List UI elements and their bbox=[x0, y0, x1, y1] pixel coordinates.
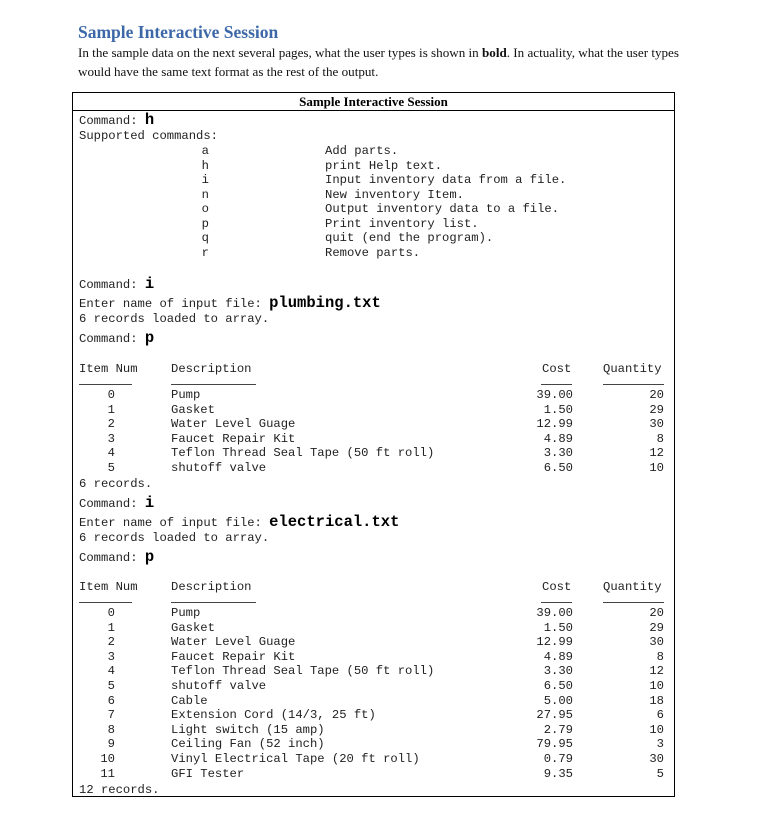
item-cost: 5.00 bbox=[543, 693, 573, 708]
item-num: 0 bbox=[107, 606, 115, 620]
item-num: 3 bbox=[107, 431, 115, 446]
item-cost: 2.79 bbox=[543, 722, 573, 737]
command-description: Print inventory list. bbox=[325, 216, 479, 231]
item-cost: 3.30 bbox=[543, 446, 573, 461]
item-num: 10 bbox=[100, 752, 115, 766]
records-count-1: 6 records. bbox=[79, 477, 153, 491]
intro-bold-word: bold bbox=[481, 45, 507, 60]
file-prompt: Enter name of input file: bbox=[79, 297, 270, 311]
command-description: Output inventory data to a file. bbox=[325, 202, 560, 216]
item-description: Cable bbox=[171, 693, 208, 708]
file-prompt-line-2 bbox=[79, 513, 399, 531]
column-header-description: Description bbox=[171, 362, 252, 376]
item-quantity: 12 bbox=[649, 664, 664, 679]
item-description: Teflon Thread Seal Tape (50 ft roll) bbox=[171, 446, 435, 461]
supported-commands-label: Supported commands: bbox=[79, 129, 218, 143]
file-prompt: Enter name of input file: bbox=[79, 516, 270, 530]
item-cost: 39.00 bbox=[536, 606, 573, 620]
item-description: Pump bbox=[171, 388, 201, 402]
command-line-print-1 bbox=[79, 329, 154, 347]
item-description: Water Level Guage bbox=[171, 417, 296, 432]
item-quantity: 3 bbox=[656, 737, 664, 752]
header-underline bbox=[603, 384, 664, 385]
intro-text-1: In the sample data on the next several pages, what the user types is shown in bbox=[78, 45, 482, 60]
header-underline bbox=[79, 384, 132, 385]
item-num: 11 bbox=[100, 766, 115, 781]
intro-paragraph bbox=[78, 43, 688, 81]
item-quantity: 10 bbox=[649, 461, 664, 475]
item-quantity: 6 bbox=[656, 708, 664, 723]
user-input-filename: plumbing.txt bbox=[269, 294, 381, 312]
command-line-input-1 bbox=[79, 275, 154, 293]
item-quantity: 20 bbox=[649, 388, 664, 402]
column-header-item-num: Item Num bbox=[79, 362, 138, 376]
column-header-item-num: Item Num bbox=[79, 580, 138, 594]
item-num: 5 bbox=[107, 461, 115, 475]
item-description: Gasket bbox=[171, 620, 215, 635]
command-description: New inventory Item. bbox=[325, 187, 464, 202]
item-cost: 6.50 bbox=[543, 679, 573, 693]
loaded-message-2: 6 records loaded to array. bbox=[79, 531, 270, 545]
item-quantity: 20 bbox=[649, 606, 664, 620]
header-underline bbox=[171, 602, 256, 603]
item-quantity: 29 bbox=[649, 620, 664, 635]
item-quantity: 8 bbox=[656, 431, 664, 446]
item-num: 6 bbox=[107, 693, 115, 708]
item-num: 4 bbox=[107, 664, 115, 679]
command-prompt: Command: bbox=[79, 332, 145, 346]
item-cost: 4.89 bbox=[543, 431, 573, 446]
command-key: n bbox=[201, 187, 209, 202]
header-underline bbox=[603, 602, 664, 603]
item-description: Teflon Thread Seal Tape (50 ft roll) bbox=[171, 664, 435, 679]
item-cost: 6.50 bbox=[543, 461, 573, 475]
item-description: Gasket bbox=[171, 402, 215, 417]
item-description: Pump bbox=[171, 606, 201, 620]
item-cost: 4.89 bbox=[543, 649, 573, 664]
item-quantity: 8 bbox=[656, 649, 664, 664]
column-header-cost: Cost bbox=[542, 362, 572, 376]
item-cost: 12.99 bbox=[536, 417, 573, 432]
command-key: i bbox=[201, 173, 209, 187]
session-box-title: Sample Interactive Session bbox=[73, 93, 674, 111]
command-line-input-2 bbox=[79, 494, 154, 512]
item-description: GFI Tester bbox=[171, 766, 245, 781]
command-description: Add parts. bbox=[325, 144, 399, 158]
item-num: 2 bbox=[107, 635, 115, 650]
page-heading: Sample Interactive Session bbox=[78, 22, 279, 42]
item-num: 0 bbox=[107, 388, 115, 402]
item-description: Ceiling Fan (52 inch) bbox=[171, 737, 325, 752]
item-num: 7 bbox=[107, 708, 115, 723]
command-key: q bbox=[201, 231, 209, 245]
session-box bbox=[72, 92, 675, 797]
item-num: 9 bbox=[107, 737, 115, 752]
user-input-i: i bbox=[144, 494, 155, 512]
records-count-2: 12 records. bbox=[79, 783, 160, 797]
command-key: p bbox=[201, 216, 209, 231]
item-cost: 1.50 bbox=[543, 402, 573, 417]
item-quantity: 29 bbox=[649, 402, 664, 417]
command-line-help bbox=[79, 111, 154, 129]
item-quantity: 30 bbox=[649, 752, 664, 766]
item-quantity: 5 bbox=[656, 766, 664, 781]
item-num: 2 bbox=[107, 417, 115, 432]
intro-text-2: . In actuality, what the user types would have the same text format as the rest of the output. bbox=[78, 45, 679, 79]
user-input-h: h bbox=[144, 111, 155, 129]
item-cost: 27.95 bbox=[536, 708, 573, 723]
item-description: shutoff valve bbox=[171, 461, 267, 475]
item-quantity: 12 bbox=[649, 446, 664, 461]
user-input-i: i bbox=[144, 275, 155, 293]
item-quantity: 30 bbox=[649, 417, 664, 432]
item-cost: 12.99 bbox=[536, 635, 573, 650]
item-cost: 3.30 bbox=[543, 664, 573, 679]
file-prompt-line-1 bbox=[79, 294, 381, 312]
item-cost: 9.35 bbox=[543, 766, 573, 781]
item-description: Light switch (15 amp) bbox=[171, 722, 325, 737]
command-key: a bbox=[201, 144, 209, 158]
header-underline bbox=[541, 602, 572, 603]
column-header-description: Description bbox=[171, 580, 252, 594]
header-underline bbox=[541, 384, 572, 385]
command-key: r bbox=[201, 245, 209, 260]
header-underline bbox=[171, 384, 256, 385]
item-description: Water Level Guage bbox=[171, 635, 296, 650]
item-cost: 1.50 bbox=[543, 620, 573, 635]
item-num: 1 bbox=[107, 402, 115, 417]
item-description: Faucet Repair Kit bbox=[171, 431, 296, 446]
item-description: Vinyl Electrical Tape (20 ft roll) bbox=[171, 752, 420, 766]
user-input-p: p bbox=[144, 329, 155, 347]
command-key: h bbox=[201, 158, 209, 173]
command-description: Input inventory data from a file. bbox=[325, 173, 567, 187]
item-description: Faucet Repair Kit bbox=[171, 649, 296, 664]
item-cost: 79.95 bbox=[536, 737, 573, 752]
command-key: o bbox=[201, 202, 209, 216]
command-line-print-2 bbox=[79, 548, 154, 566]
user-input-filename: electrical.txt bbox=[269, 513, 400, 531]
command-description: print Help text. bbox=[325, 158, 443, 173]
item-quantity: 18 bbox=[649, 693, 664, 708]
column-header-cost: Cost bbox=[542, 580, 572, 594]
column-header-quantity: Quantity bbox=[603, 362, 662, 376]
item-cost: 39.00 bbox=[536, 388, 573, 402]
item-num: 5 bbox=[107, 679, 115, 693]
item-description: Extension Cord (14/3, 25 ft) bbox=[171, 708, 376, 723]
user-input-p: p bbox=[144, 548, 155, 566]
header-underline bbox=[79, 602, 132, 603]
item-cost: 0.79 bbox=[543, 752, 573, 766]
item-num: 1 bbox=[107, 620, 115, 635]
command-prompt: Command: bbox=[79, 114, 145, 128]
command-prompt: Command: bbox=[79, 551, 145, 565]
command-prompt: Command: bbox=[79, 497, 145, 511]
item-num: 8 bbox=[107, 722, 115, 737]
item-quantity: 10 bbox=[649, 722, 664, 737]
command-prompt: Command: bbox=[79, 278, 145, 292]
command-description: Remove parts. bbox=[325, 245, 421, 260]
item-description: shutoff valve bbox=[171, 679, 267, 693]
item-num: 4 bbox=[107, 446, 115, 461]
item-quantity: 30 bbox=[649, 635, 664, 650]
item-num: 3 bbox=[107, 649, 115, 664]
loaded-message-1: 6 records loaded to array. bbox=[79, 312, 270, 326]
command-description: quit (end the program). bbox=[325, 231, 494, 245]
item-quantity: 10 bbox=[649, 679, 664, 693]
column-header-quantity: Quantity bbox=[603, 580, 662, 594]
